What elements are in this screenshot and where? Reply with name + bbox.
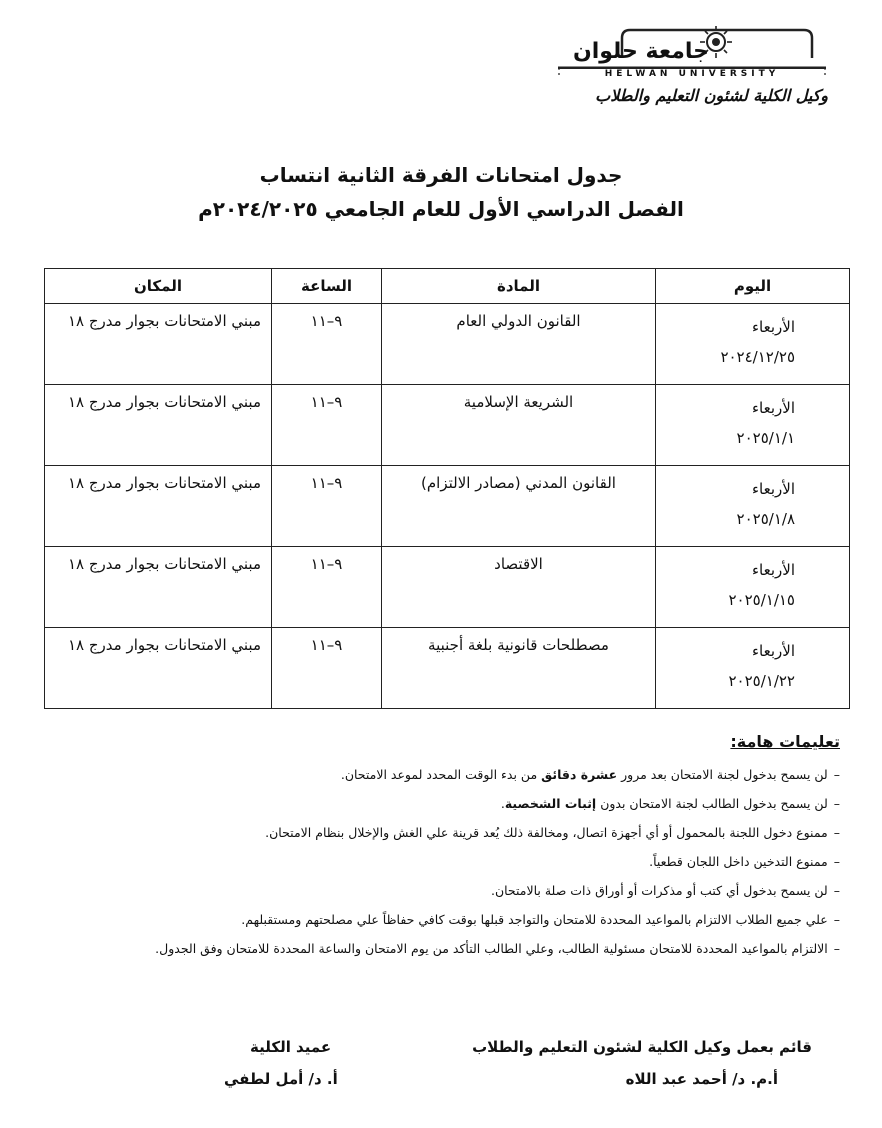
day-cell [656,547,850,628]
dean-title: عميد الكلية [250,1038,332,1056]
column-header-place: المكان [45,269,272,304]
list-item: –لن يسمح بدخول أي كتب أو مذكرات أو أوراق ذات صلة بالامتحان. [490,883,840,898]
subject-cell: القانون الدولي العام [382,304,656,385]
vice-dean-name: أ.م. د/ أحمد عبد اللاه [625,1070,778,1088]
time-cell: ٩–١١ [272,628,382,709]
place-cell: مبني الامتحانات بجوار مدرج ١٨ [45,466,272,547]
semester-subtitle: الفصل الدراسي الأول للعام الجامعي ٢٠٢٤/٢٠٢٥م [198,197,684,221]
list-item: –الالتزام بالمواعيد المحددة للامتحان مسئولية الطالب، وعلي الطالب التأكد من يوم الامتحان والساعة المحددة للامتحان وفق الجدول. [155,941,840,956]
exam-date: ٢٠٢٤/١٢/٢٥ [720,348,795,366]
list-item: –علي جميع الطلاب الالتزام بالمواعيد المحددة للامتحان والتواجد قبلها بوقت كافي حفاظاً علي مصلحتهم ومستقبلهم. [241,912,840,927]
time-cell: ٩–١١ [272,547,382,628]
logo-latin-wordmark: HELWAN UNIVERSITY [560,69,824,79]
exam-date: ٢٠٢٥/١/١٥ [728,591,795,609]
table-row [45,466,850,547]
instructions-list [40,760,840,963]
subject-cell: مصطلحات قانونية بلغة أجنبية [382,628,656,709]
place-cell: مبني الامتحانات بجوار مدرج ١٨ [45,304,272,385]
weekday: الأربعاء [751,318,795,336]
vice-dean-title: قائم بعمل وكيل الكلية لشئون التعليم والطلاب [472,1038,812,1056]
weekday: الأربعاء [751,561,795,579]
time-cell: ٩–١١ [272,466,382,547]
list-item: –لن يسمح بدخول الطالب لجنة الامتحان بدون إثبات الشخصية. [500,796,840,811]
weekday: الأربعاء [751,480,795,498]
day-cell [656,385,850,466]
subject-cell: القانون المدني (مصادر الالتزام) [382,466,656,547]
exam-schedule-table [44,268,850,709]
list-item: –ممنوع التدخين داخل اللجان قطعياً. [649,854,840,869]
subject-cell: الاقتصاد [382,547,656,628]
day-cell [656,628,850,709]
list-item: –لن يسمح بدخول لجنة الامتحان بعد مرور عشرة دقائق من بدء الوقت المحدد لموعد الامتحان. [340,767,840,782]
weekday: الأربعاء [751,399,795,417]
table-header-row [45,269,850,304]
time-cell: ٩–١١ [272,385,382,466]
table-row [45,547,850,628]
place-cell: مبني الامتحانات بجوار مدرج ١٨ [45,385,272,466]
place-cell: مبني الامتحانات بجوار مدرج ١٨ [45,628,272,709]
column-header-time: الساعة [272,269,382,304]
dean-name: أ. د/ أمل لطفي [224,1070,338,1088]
list-item: –ممنوع دخول اللجنة بالمحمول أو أي أجهزة اتصال، ومخالفة ذلك يُعد قرينة علي الغش والإخلال بنظام الامتحان. [265,825,840,840]
time-cell: ٩–١١ [272,304,382,385]
table-row [45,385,850,466]
place-cell: مبني الامتحانات بجوار مدرج ١٨ [45,547,272,628]
column-header-day: اليوم [656,269,850,304]
instructions-heading: تعليمات هامة: [730,732,840,751]
day-cell [656,304,850,385]
table-row [45,304,850,385]
exam-date: ٢٠٢٥/١/١ [736,429,795,447]
office-title: وكيل الكلية لشئون التعليم والطلاب [595,86,828,105]
exam-date: ٢٠٢٥/١/٢٢ [728,672,795,690]
table-row [45,628,850,709]
helwan-university-logo [556,24,828,84]
subject-cell: الشريعة الإسلامية [382,385,656,466]
exam-date: ٢٠٢٥/١/٨ [736,510,795,528]
column-header-subject: المادة [382,269,656,304]
logo-arabic-wordmark: جامعة حلوان [572,39,710,64]
weekday: الأربعاء [751,642,795,660]
schedule-title: جدول امتحانات الفرقة الثانية انتساب [259,163,623,187]
day-cell [656,466,850,547]
